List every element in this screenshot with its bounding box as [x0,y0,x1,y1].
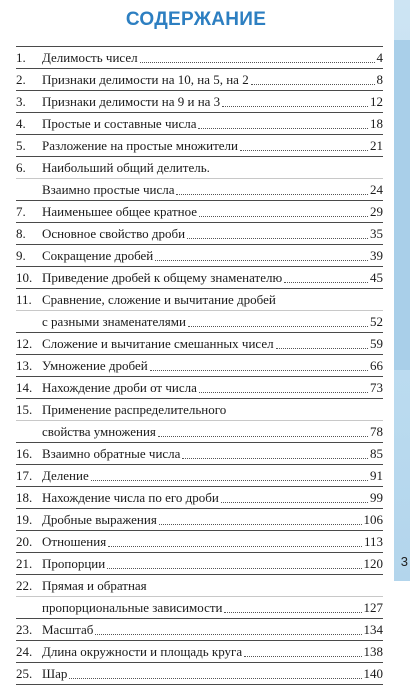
toc-entry-number: 5. [16,138,26,153]
toc-entry-number: 7. [16,204,26,219]
toc-line [16,553,383,574]
toc-line [16,333,383,354]
dot-leader [159,523,362,525]
dot-leader [199,391,368,393]
toc-entry-title: Признаки делимости на 9 и на 3 [42,94,221,109]
toc-entry [16,113,383,135]
dot-leader [222,105,368,107]
toc-line [16,663,383,684]
toc-entry-number: 24. [16,644,33,659]
toc-entry [16,663,383,685]
toc-entry-page: 18 [370,116,383,131]
dot-leader [69,677,361,679]
toc-entry-page: 35 [370,226,383,241]
toc-entry-number: 22. [16,578,33,593]
toc-entry-title: Нахождение числа по его дроби [42,490,219,505]
toc-entry [16,91,383,113]
toc-line [16,443,383,464]
toc-line [16,310,383,332]
toc-entry-title: с разными знаменателями [42,314,186,329]
toc-entry-title: Масштаб [42,622,94,637]
toc-entry [16,267,383,289]
toc-entry-page: 140 [363,666,383,681]
toc-entry-page: 24 [370,182,383,197]
toc-entry-page: 12 [370,94,383,109]
dot-leader [199,215,368,217]
toc-entry-title: Длина окружности и площадь круга [42,644,243,659]
toc-entry-number: 6. [16,160,26,175]
toc-entry-title: Основное свойство дроби [42,226,186,241]
toc-entry-page: 120 [363,556,383,571]
toc-entry-page: 127 [363,600,383,615]
page-title: СОДЕРЖАНИЕ [125,9,267,30]
toc-line [16,267,383,288]
toc-entry-number: 9. [16,248,26,263]
toc-entry-title: Взаимно простые числа [42,182,175,197]
toc-entry-title: Сложение и вычитание смешанных чисел [42,336,274,351]
side-color-tab [394,0,410,581]
toc-line [16,575,383,596]
toc-entry [16,47,383,69]
dot-leader [155,259,368,261]
dot-leader [107,567,361,569]
toc-line [16,641,383,662]
toc-entry [16,553,383,575]
toc-entry-title: Разложение на простые множители [42,138,238,153]
dot-leader [221,501,368,503]
toc-line [16,157,383,178]
toc-entry [16,223,383,245]
toc-entry-title: Делимость чисел [42,50,138,65]
toc-line [16,355,383,376]
toc-entry-number: 8. [16,226,26,241]
toc-entry-number: 11. [16,292,32,307]
toc-entry [16,443,383,465]
toc-entry-number: 21. [16,556,33,571]
dot-leader [198,127,368,129]
dot-leader [187,237,368,239]
toc-entry-page: 29 [370,204,383,219]
toc-entry-page: 85 [370,446,383,461]
dot-leader [95,633,361,635]
toc-entry-title: Нахождение дроби от числа [42,380,197,395]
toc-entry-page: 59 [370,336,383,351]
toc-entry-title: Приведение дробей к общему знаменателю [42,270,283,285]
toc-line [16,113,383,134]
dot-leader [224,611,361,613]
toc-entry-number: 25. [16,666,33,681]
dot-leader [182,457,368,459]
toc-entry-number: 1. [16,50,26,65]
dot-leader [176,193,368,195]
toc-entry-number: 3. [16,94,26,109]
toc-entry-page: 113 [363,534,383,549]
toc-entry [16,509,383,531]
toc-entry-title: свойства умножения [42,424,156,439]
toc-entry [16,201,383,223]
toc-entry-number: 14. [16,380,33,395]
toc-line [16,420,383,442]
dot-leader [91,479,368,481]
toc-entry [16,245,383,267]
toc-line [16,223,383,244]
toc-line [16,91,383,112]
toc-line [16,487,383,508]
toc-line [16,619,383,640]
toc-entry-title: Простые и составные числа [42,116,197,131]
toc-entry-number: 16. [16,446,33,461]
toc-entry [16,465,383,487]
toc-entry-title: Применение распределительного [42,402,227,417]
toc-entry [16,289,383,333]
table-of-contents [16,46,383,685]
dot-leader [188,325,368,327]
toc-line [16,69,383,90]
toc-entry-title: Умножение дробей [42,358,148,373]
toc-line [16,465,383,486]
toc-entry-number: 10. [16,270,33,285]
dot-leader [244,655,361,657]
toc-entry-page: 66 [370,358,383,373]
toc-entry [16,399,383,443]
side-tab-band [394,40,410,370]
toc-entry-title: Шар [42,666,68,681]
toc-entry-page: 39 [370,248,383,263]
toc-line [16,178,383,200]
toc-entry-title: пропорциональные зависимости [42,600,223,615]
toc-entry [16,157,383,201]
toc-entry-page: 73 [370,380,383,395]
toc-entry [16,355,383,377]
toc-entry-number: 18. [16,490,33,505]
toc-entry-page: 4 [376,50,383,65]
toc-entry-number: 19. [16,512,33,527]
toc-entry-title: Пропорции [42,556,106,571]
toc-entry-number: 23. [16,622,33,637]
toc-entry-title: Взаимно обратные числа [42,446,181,461]
toc-entry-title: Сравнение, сложение и вычитание дробей [42,292,276,307]
toc-entry [16,333,383,355]
toc-entry-title: Прямая и обратная [42,578,147,593]
toc-entry-title: Дробные выражения [42,512,157,527]
dot-leader [240,149,368,151]
toc-entry [16,69,383,91]
toc-entry [16,575,383,619]
toc-entry-page: 134 [363,622,383,637]
toc-entry-page: 106 [363,512,383,527]
toc-line [16,596,383,618]
toc-entry-page: 52 [370,314,383,329]
toc-entry [16,377,383,399]
toc-entry-number: 20. [16,534,33,549]
dot-leader [276,347,368,349]
toc-line [16,509,383,530]
toc-entry-number: 17. [16,468,33,483]
page-number: 3 [400,554,408,569]
toc-entry-title: Деление [42,468,89,483]
dot-leader [150,369,368,371]
toc-entry-page: 99 [370,490,383,505]
toc-line [16,399,383,420]
toc-entry [16,531,383,553]
toc-entry-page: 21 [370,138,383,153]
dot-leader [284,281,368,283]
dot-leader [108,545,362,547]
toc-entry-title: Признаки делимости на 10, на 5, на 2 [42,72,249,87]
toc-entry-page: 8 [376,72,383,87]
toc-entry-page: 45 [370,270,383,285]
toc-entry-title: Наименьшее общее кратное [42,204,198,219]
toc-line [16,377,383,398]
toc-entry-title: Отношения [42,534,107,549]
toc-line [16,135,383,156]
toc-entry-page: 91 [370,468,383,483]
toc-entry [16,487,383,509]
toc-line [16,289,383,310]
toc-entry-page: 78 [370,424,383,439]
toc-entry [16,135,383,157]
toc-entry [16,619,383,641]
toc-entry-number: 12. [16,336,33,351]
dot-leader [251,83,375,85]
toc-line [16,531,383,552]
dot-leader [140,61,375,63]
toc-entry [16,641,383,663]
toc-entry-number: 13. [16,358,33,373]
toc-entry-number: 15. [16,402,33,417]
toc-entry-number: 4. [16,116,26,131]
toc-entry-number: 2. [16,72,26,87]
toc-line [16,47,383,68]
toc-line [16,245,383,266]
toc-entry-page: 138 [363,644,383,659]
dot-leader [158,435,368,437]
toc-entry-title: Сокращение дробей [42,248,154,263]
toc-entry-title: Наибольший общий делитель. [42,160,210,175]
toc-line [16,201,383,222]
